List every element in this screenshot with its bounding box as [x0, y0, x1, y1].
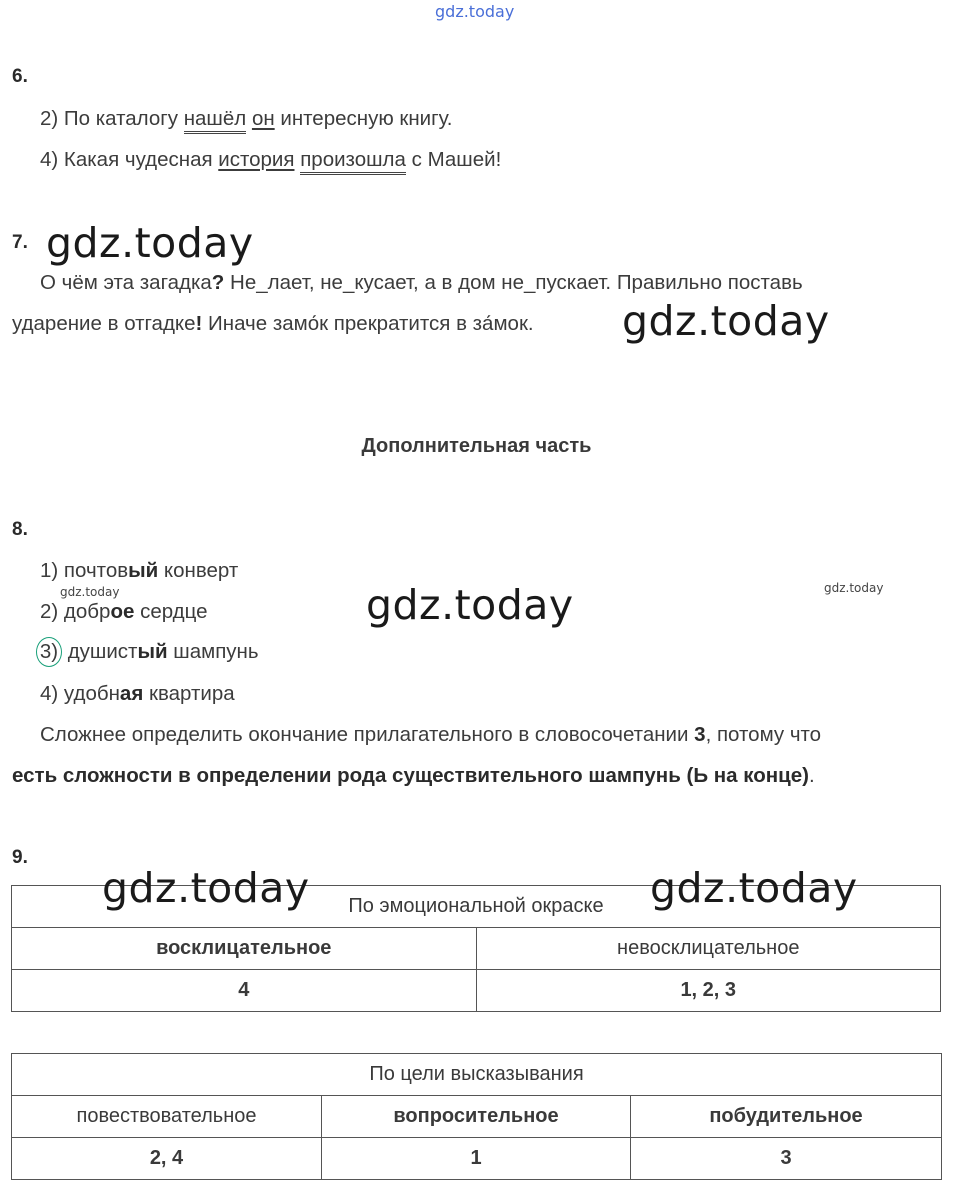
table1-val-non-exclamatory: 1, 2, 3: [476, 970, 941, 1012]
watermark-q9-left: gdz.today: [102, 864, 310, 912]
q8-i4-ending: ая: [119, 682, 144, 705]
table2-val-imperative: 3: [631, 1138, 942, 1180]
q6-s2-predicate: нашёл: [184, 107, 247, 134]
q8-p2-period: .: [808, 764, 815, 787]
q8-p1-number: 3: [694, 723, 706, 746]
q7-l1-a: О чём эта загадка: [40, 271, 212, 294]
question-8-number: 8.: [12, 519, 28, 540]
q6-s4-pre: 4) Какая чудесная: [40, 148, 219, 171]
table2-col-imperative: побудительное: [631, 1096, 942, 1138]
table2-col-narrative: повествовательное: [12, 1096, 322, 1138]
q6-s2-post: интересную книгу.: [274, 107, 453, 130]
table1-val-exclamatory: 4: [12, 970, 477, 1012]
q8-i3-ending: ый: [137, 640, 168, 663]
q8-i2-noun: сердце: [134, 600, 208, 623]
watermark-q9-right: gdz.today: [650, 864, 858, 912]
table1-col-non-exclamatory: невосклицательное: [476, 928, 941, 970]
table2-col-interrogative: вопросительное: [322, 1096, 631, 1138]
extra-part-title: Дополнительная часть: [361, 435, 592, 457]
q8-i1-ending: ый: [128, 559, 159, 582]
watermark-q8: gdz.today: [366, 581, 574, 629]
q6-s4-subject: история: [218, 148, 295, 171]
q8-i3-stem: душист: [62, 640, 138, 663]
q8-item-3: [38, 637, 259, 667]
q8-i4-noun: квартира: [143, 682, 235, 705]
q7-l2-exclamation: !: [195, 312, 203, 335]
q8-p2-bold: есть сложности в определении рода существительного шампунь (Ь на конце): [12, 764, 809, 787]
table2-title: По цели высказывания: [12, 1054, 942, 1096]
q7-line-1: [40, 271, 803, 295]
q6-sentence-4: [40, 148, 501, 172]
q8-i3-circled-number: 3): [36, 637, 62, 667]
question-6-number: 6.: [12, 66, 28, 87]
q8-i4-stem: 4) удобн: [40, 682, 120, 705]
q7-l1-b: Не_лает, не_кусает, а в дом не_пускает. Правильно поставь: [224, 271, 803, 294]
q8-i1-noun: конверт: [158, 559, 239, 582]
q7-l2-a: ударение в отгадке: [12, 312, 196, 335]
q6-sentence-2: [40, 107, 453, 131]
question-9-number: 9.: [12, 847, 28, 868]
watermark-q7: gdz.today: [46, 219, 254, 267]
q8-item-1: [40, 559, 238, 583]
q7-line-2: [12, 312, 534, 336]
watermark-top: gdz.today: [435, 2, 515, 21]
q8-item-2: [40, 600, 208, 624]
table1-title: По эмоциональной окраске: [12, 886, 941, 928]
q7-l1-question-mark: ?: [211, 271, 225, 294]
q8-explanation-line-2: [12, 764, 815, 788]
q8-i3-noun: шампунь: [167, 640, 259, 663]
q8-p1-c: , потому что: [705, 723, 822, 746]
q6-s4-post: с Машей!: [405, 148, 502, 171]
table2-val-narrative: 2, 4: [12, 1138, 322, 1180]
q8-p1-a: Сложнее определить окончание прилагательного в словосочетании: [40, 723, 695, 746]
q8-item-4: [40, 682, 235, 706]
table1-col-exclamatory: восклицательное: [12, 928, 477, 970]
table2-val-interrogative: 1: [322, 1138, 631, 1180]
q8-i2-ending: ое: [110, 600, 135, 623]
q8-i1-stem: 1) почтов: [40, 559, 129, 582]
watermark-small-right: gdz.today: [824, 581, 884, 595]
purpose-table: [11, 1053, 942, 1180]
watermark-small-left: gdz.today: [60, 585, 120, 599]
q6-s2-subject: он: [251, 107, 275, 130]
watermark-q7-right: gdz.today: [622, 297, 830, 345]
q8-explanation-line-1: [40, 723, 821, 747]
q6-s4-predicate: произошла: [300, 148, 406, 175]
question-7-number: 7.: [12, 232, 28, 253]
q6-s2-pre: 2) По каталогу: [40, 107, 184, 130]
q7-l2-b: Иначе замо́к прекратится в за́мок.: [202, 312, 534, 335]
q8-i2-stem: 2) добр: [40, 600, 111, 623]
